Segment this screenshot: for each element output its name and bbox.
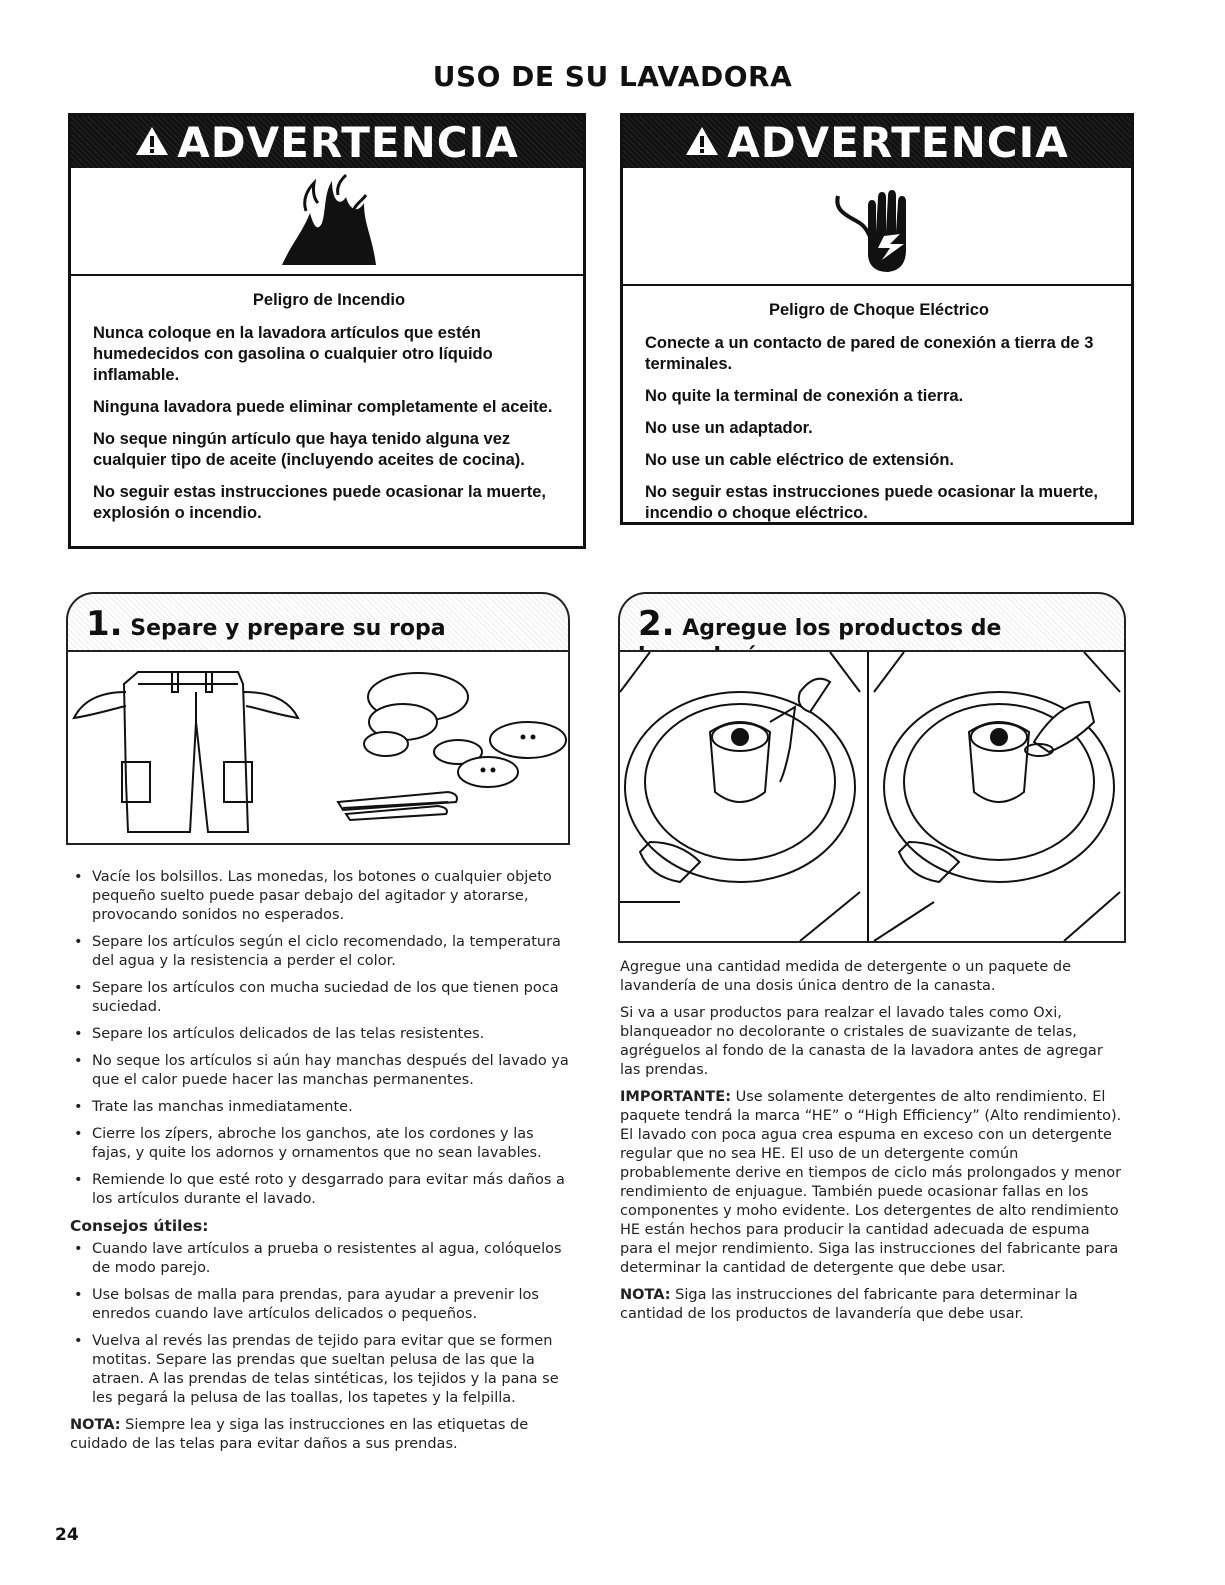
step1-note: NOTA: Siempre lea y siga las instrucciones en las etiquetas de cuidado de las telas para evitar daños a sus prendas.: [70, 1417, 529, 1452]
warning-line: Conecte a un contacto de pared de conexión a tierra de 3 terminales.: [645, 334, 1094, 373]
warning-subtitle: Peligro de Incendio: [252, 291, 406, 309]
list-item: • Separe los artículos según el ciclo recomendado, la temperatura del agua y la resistencia a perder el color.: [70, 933, 575, 971]
list-item: • Vacíe los bolsillos. Las monedas, los botones o cualquier objeto pequeño suelto puede pasar debajo del agitador y atorarse, provocando sonidos no esperados.: [70, 868, 575, 925]
washer-drawing-left: [620, 652, 860, 941]
step1-header: [66, 592, 570, 652]
warning-line: No use un cable eléctrico de extensión.: [645, 451, 955, 469]
list-item: • Cierre los zípers, abroche los ganchos, ate los cordones y las fajas, y quite los adornos y ornamentos que no sean lavables.: [70, 1125, 575, 1163]
page-number: 24: [55, 1525, 79, 1545]
step2-note: NOTA: Siga las instrucciones del fabricante para determinar la cantidad de los productos de lavandería que debe usar.: [620, 1287, 1078, 1322]
washer-drawing-right: [874, 652, 1120, 941]
step2-illustration: [618, 650, 1126, 943]
step1-title: Separe y prepare su ropa: [130, 616, 446, 641]
step2-header: [618, 592, 1126, 652]
warning-line: No use un adaptador.: [645, 419, 813, 437]
step1-illustration: [66, 650, 570, 845]
warning-header: ADVERTENCIA: [71, 116, 583, 168]
list-item: • Use bolsas de malla para prendas, para ayudar a prevenir los enredos cuando lave artículos delicados o pequeños.: [70, 1286, 575, 1324]
warning-subtitle: Peligro de Choque Eléctrico: [768, 301, 990, 319]
step2-number: 2.: [638, 604, 675, 644]
step2-paragraph: Si va a usar productos para realzar el lavado tales como Oxi, blanqueador no decolorante o cristales de suavizante de telas, agréguelos al fondo de la canasta de la lavadora antes de agregar las prendas.: [620, 1005, 1103, 1078]
warning-header: ADVERTENCIA: [623, 116, 1131, 168]
step2-important: IMPORTANTE: Use solamente detergentes de alto rendimiento. El paquete tendrá la marca “HE” o “High Efficiency” (Alto rendimiento). El lavado con poca agua crea espuma en exceso con un detergente regular que no sea HE. El uso de un detergente común probablemente derive en tiempos de ciclo más prolongados y menor rendimiento de enjuague. También puede ocasionar fallas en los componentes y moho evidente. Los detergentes de alto rendimiento HE están hechos para producir la cantidad adecuada de espuma para el mejor rendimiento. Siga las instrucciones del fabricante para determinar la cantidad de detergente que debe usar.: [620, 1089, 1122, 1276]
warning-line: No seguir estas instrucciones puede ocasionar la muerte, explosión o incendio.: [93, 483, 546, 522]
warning-line: No quite la terminal de conexión a tierra.: [645, 387, 964, 405]
warning-box-fire: [68, 113, 586, 549]
buttons-drawing: [434, 722, 566, 787]
safety-pins-drawing: [338, 792, 457, 820]
list-item: • Vuelva al revés las prendas de tejido para evitar que se formen motitas. Separe las prendas que sueltan pelusa de las que la atraen. A las prendas de telas sintéticas, los tejidos y la pana se les pegará la pelusa de las toallas, los tapetes y la felpilla.: [70, 1332, 575, 1408]
page-title: USO DE SU LAVADORA: [432, 60, 793, 93]
list-item: • No seque los artículos si aún hay manchas después del lavado ya que el calor puede hacer las manchas permanentes.: [70, 1052, 575, 1090]
list-item: • Remiende lo que esté roto y desgarrado para evitar más daños a los artículos durante el lavado.: [70, 1171, 575, 1209]
warning-box-shock: [620, 113, 1134, 525]
step1-text: [70, 868, 575, 1462]
warning-line: Nunca coloque en la lavadora artículos que estén humedecidos con gasolina o cualquier otro líquido inflamable.: [93, 324, 493, 384]
warning-line: Ninguna lavadora puede eliminar completamente el aceite.: [93, 398, 553, 416]
pants-drawing: [74, 672, 298, 832]
list-item: • Cuando lave artículos a prueba o resistentes al agua, colóquelos de modo parejo.: [70, 1240, 575, 1278]
step2-title: Agregue los productos de: [682, 616, 1002, 641]
electric-shock-icon: [623, 168, 1131, 286]
list-item: • Trate las manchas inmediatamente.: [70, 1098, 575, 1117]
step2-text: [620, 958, 1125, 1332]
step2-paragraph: Agregue una cantidad medida de detergente o un paquete de lavandería de una dosis única dentro de la canasta.: [620, 959, 1072, 994]
warning-line: No seguir estas instrucciones puede ocasionar la muerte, incendio o choque eléctrico.: [645, 483, 1098, 522]
warning-triangle-icon: [135, 118, 169, 167]
fire-icon: [71, 168, 583, 276]
warning-line: No seque ningún artículo que haya tenido alguna vez cualquier tipo de aceite (incluyendo aceites de cocina).: [93, 430, 525, 469]
list-item: • Separe los artículos delicados de las telas resistentes.: [70, 1025, 575, 1044]
list-item: • Separe los artículos con mucha suciedad de los que tienen poca suciedad.: [70, 979, 575, 1017]
tips-title: Consejos útiles:: [70, 1217, 209, 1235]
step1-number: 1.: [86, 604, 123, 644]
warning-triangle-icon: [685, 118, 719, 167]
